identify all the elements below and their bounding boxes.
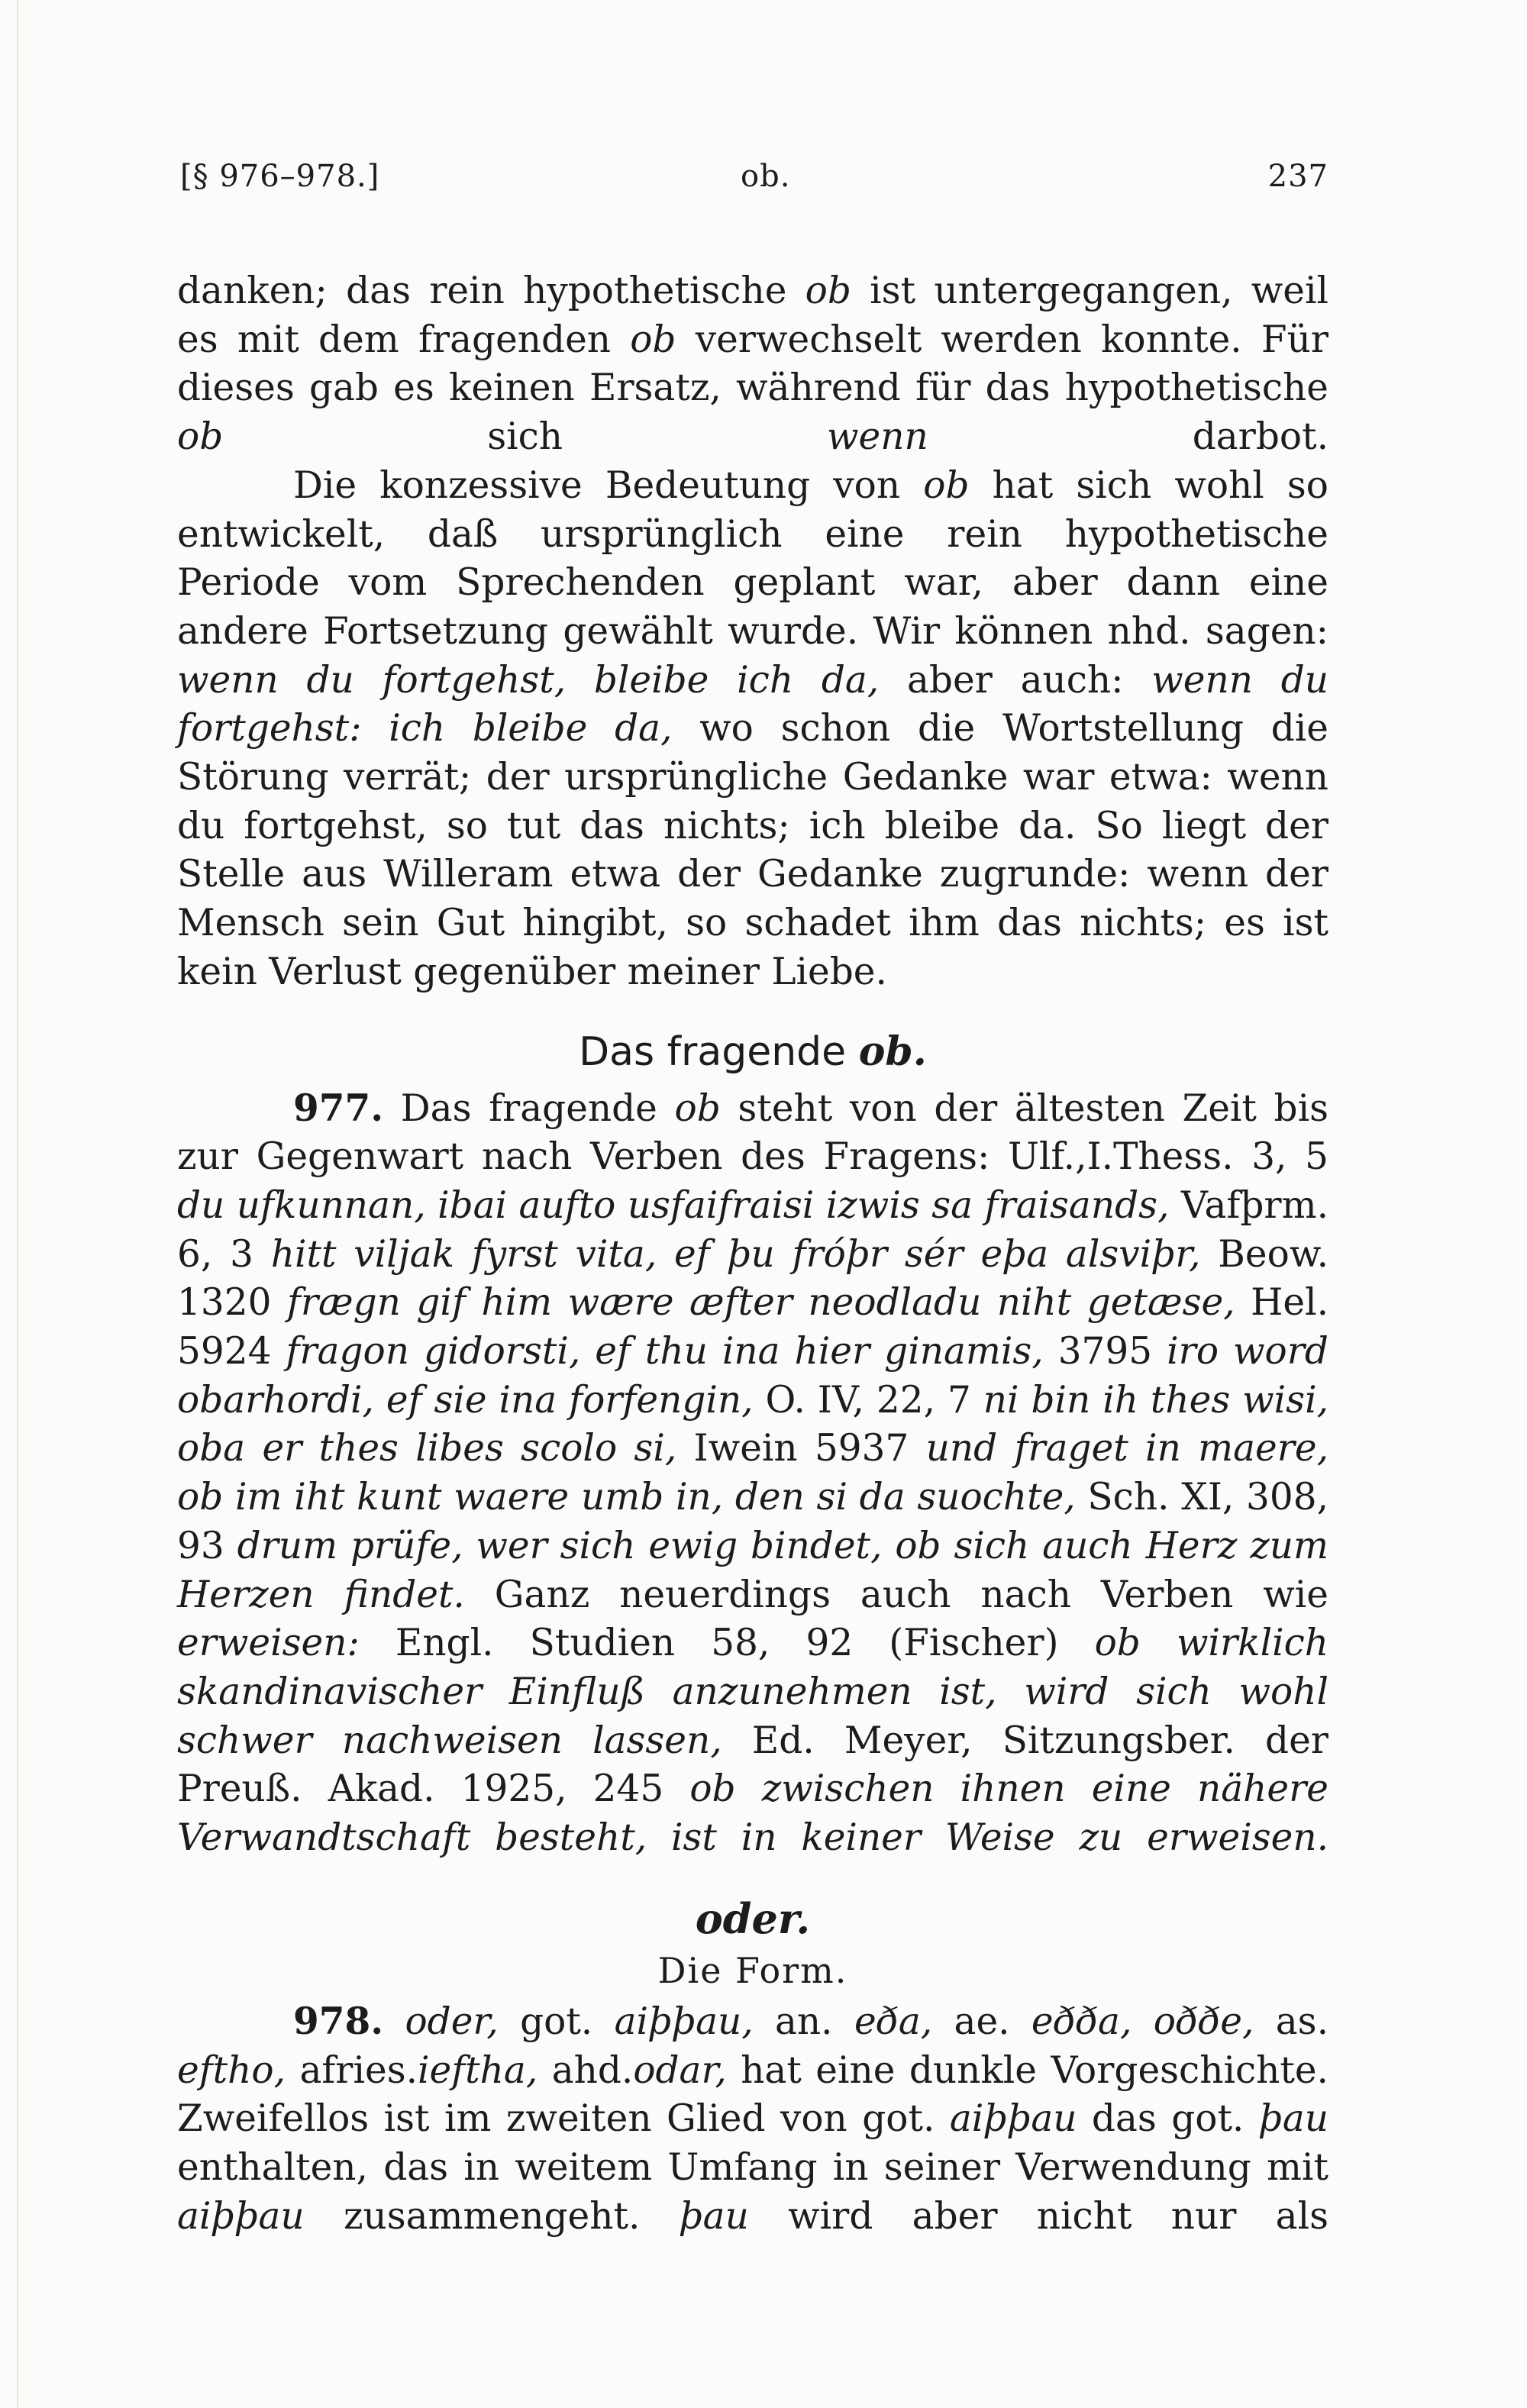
book-page	[177, 159, 1328, 2241]
paragraph-2: Die konzessive Bedeutung von ob hat sich wohl so entwickelt, daß ursprünglich eine rein hypothetische Periode vom Sprechenden geplant war, aber dann eine andere Fortsetzung gewählt wurde. Wir können nhd. sagen: wenn du fortgehst, bleibe ich da, aber auch: wenn du fortgehst: ich bleibe da, wo schon die Wortstellung die Störung verrät; der ursprüngliche Gedanke war etwa: wenn du fortgehst, so tut das nichts; ich bleibe da. So liegt der Stelle aus Willeram etwa der Gedanke zugrunde: wenn der Mensch sein Gut hingibt, so schadet ihm das nichts; es ist kein Verlust gegenüber meiner Liebe.	[177, 463, 1328, 993]
running-title: ob.	[741, 159, 791, 194]
section-range: [§ 976–978.]	[180, 159, 380, 194]
paragraph-978: 978. oder, got. aiþþau, an. eða, ae. eðða, oððe, as. eftho, afries.ieftha, ahd.odar, hat eine dunkle Vorgeschichte. Zweifellos ist im zweiten Glied von got. aiþþau das got. þau enthalten, das in weitem Umfang in seiner Verwendung mit aiþþau zusammengeht. þau wird aber nicht nur als	[177, 1999, 1328, 2238]
section-number-977: 977.	[293, 1086, 384, 1130]
section-heading-fragende-ob: Das fragende ob.	[579, 1028, 927, 1075]
paragraph-977: 977. Das fragende ob steht von der ältesten Zeit bis zur Gegenwart nach Verben des Fragens: Ulf.,I.Thess. 3, 5 du ufkunnan, ibai aufto usfaifraisi izwis sa fraisands, Vafþrm. 6, 3 hitt viljak fyrst vita, ef þu fróþr sér eþa alsviþr, Beow. 1320 frægn gif him wære æfter neodladu niht getæse, Hel. 5924 fragon gidorsti, ef thu ina hier ginamis, 3795 iro word obarhordi, ef sie ina forfengin, O. IV, 22, 7 ni bin ih thes wisi, oba er thes libes scolo si, Iwein 5937 und fraget in maere, ob im iht kunt waere umb in, den si da suochte, Sch. XI, 308, 93 drum prüfe, wer sich ewig bindet, ob sich auch Herz zum Herzen findet. Ganz neuerdings auch nach Verben wie erweisen: Engl. Studien 58, 92 (Fischer) ob wirklich skandinavischer Einfluß anzunehmen ist, wird sich wohl schwer nachweisen lassen, Ed. Meyer, Sitzungsber. der Preuß. Akad. 1925, 245 ob zwischen ihnen eine nähere Verwandtschaft besteht, ist in keiner Weise zu erweisen.	[177, 1086, 1329, 1860]
section-heading-oder: oder.	[695, 1893, 811, 1943]
subheading-die-form: Die Form.	[657, 1949, 848, 1991]
page-body	[177, 267, 1328, 2241]
page-edge	[17, 0, 18, 2408]
paragraph-1: danken; das rein hypothetische ob ist untergegangen, weil es mit dem fragenden ob verwechselt werden konnte. Für dieses gab es keinen Ersatz, während für das hypothetische ob sich wenn darbot.	[177, 270, 1329, 459]
page-number: 237	[1267, 159, 1328, 194]
section-number-978: 978.	[293, 1999, 384, 2043]
running-head	[177, 159, 1328, 205]
